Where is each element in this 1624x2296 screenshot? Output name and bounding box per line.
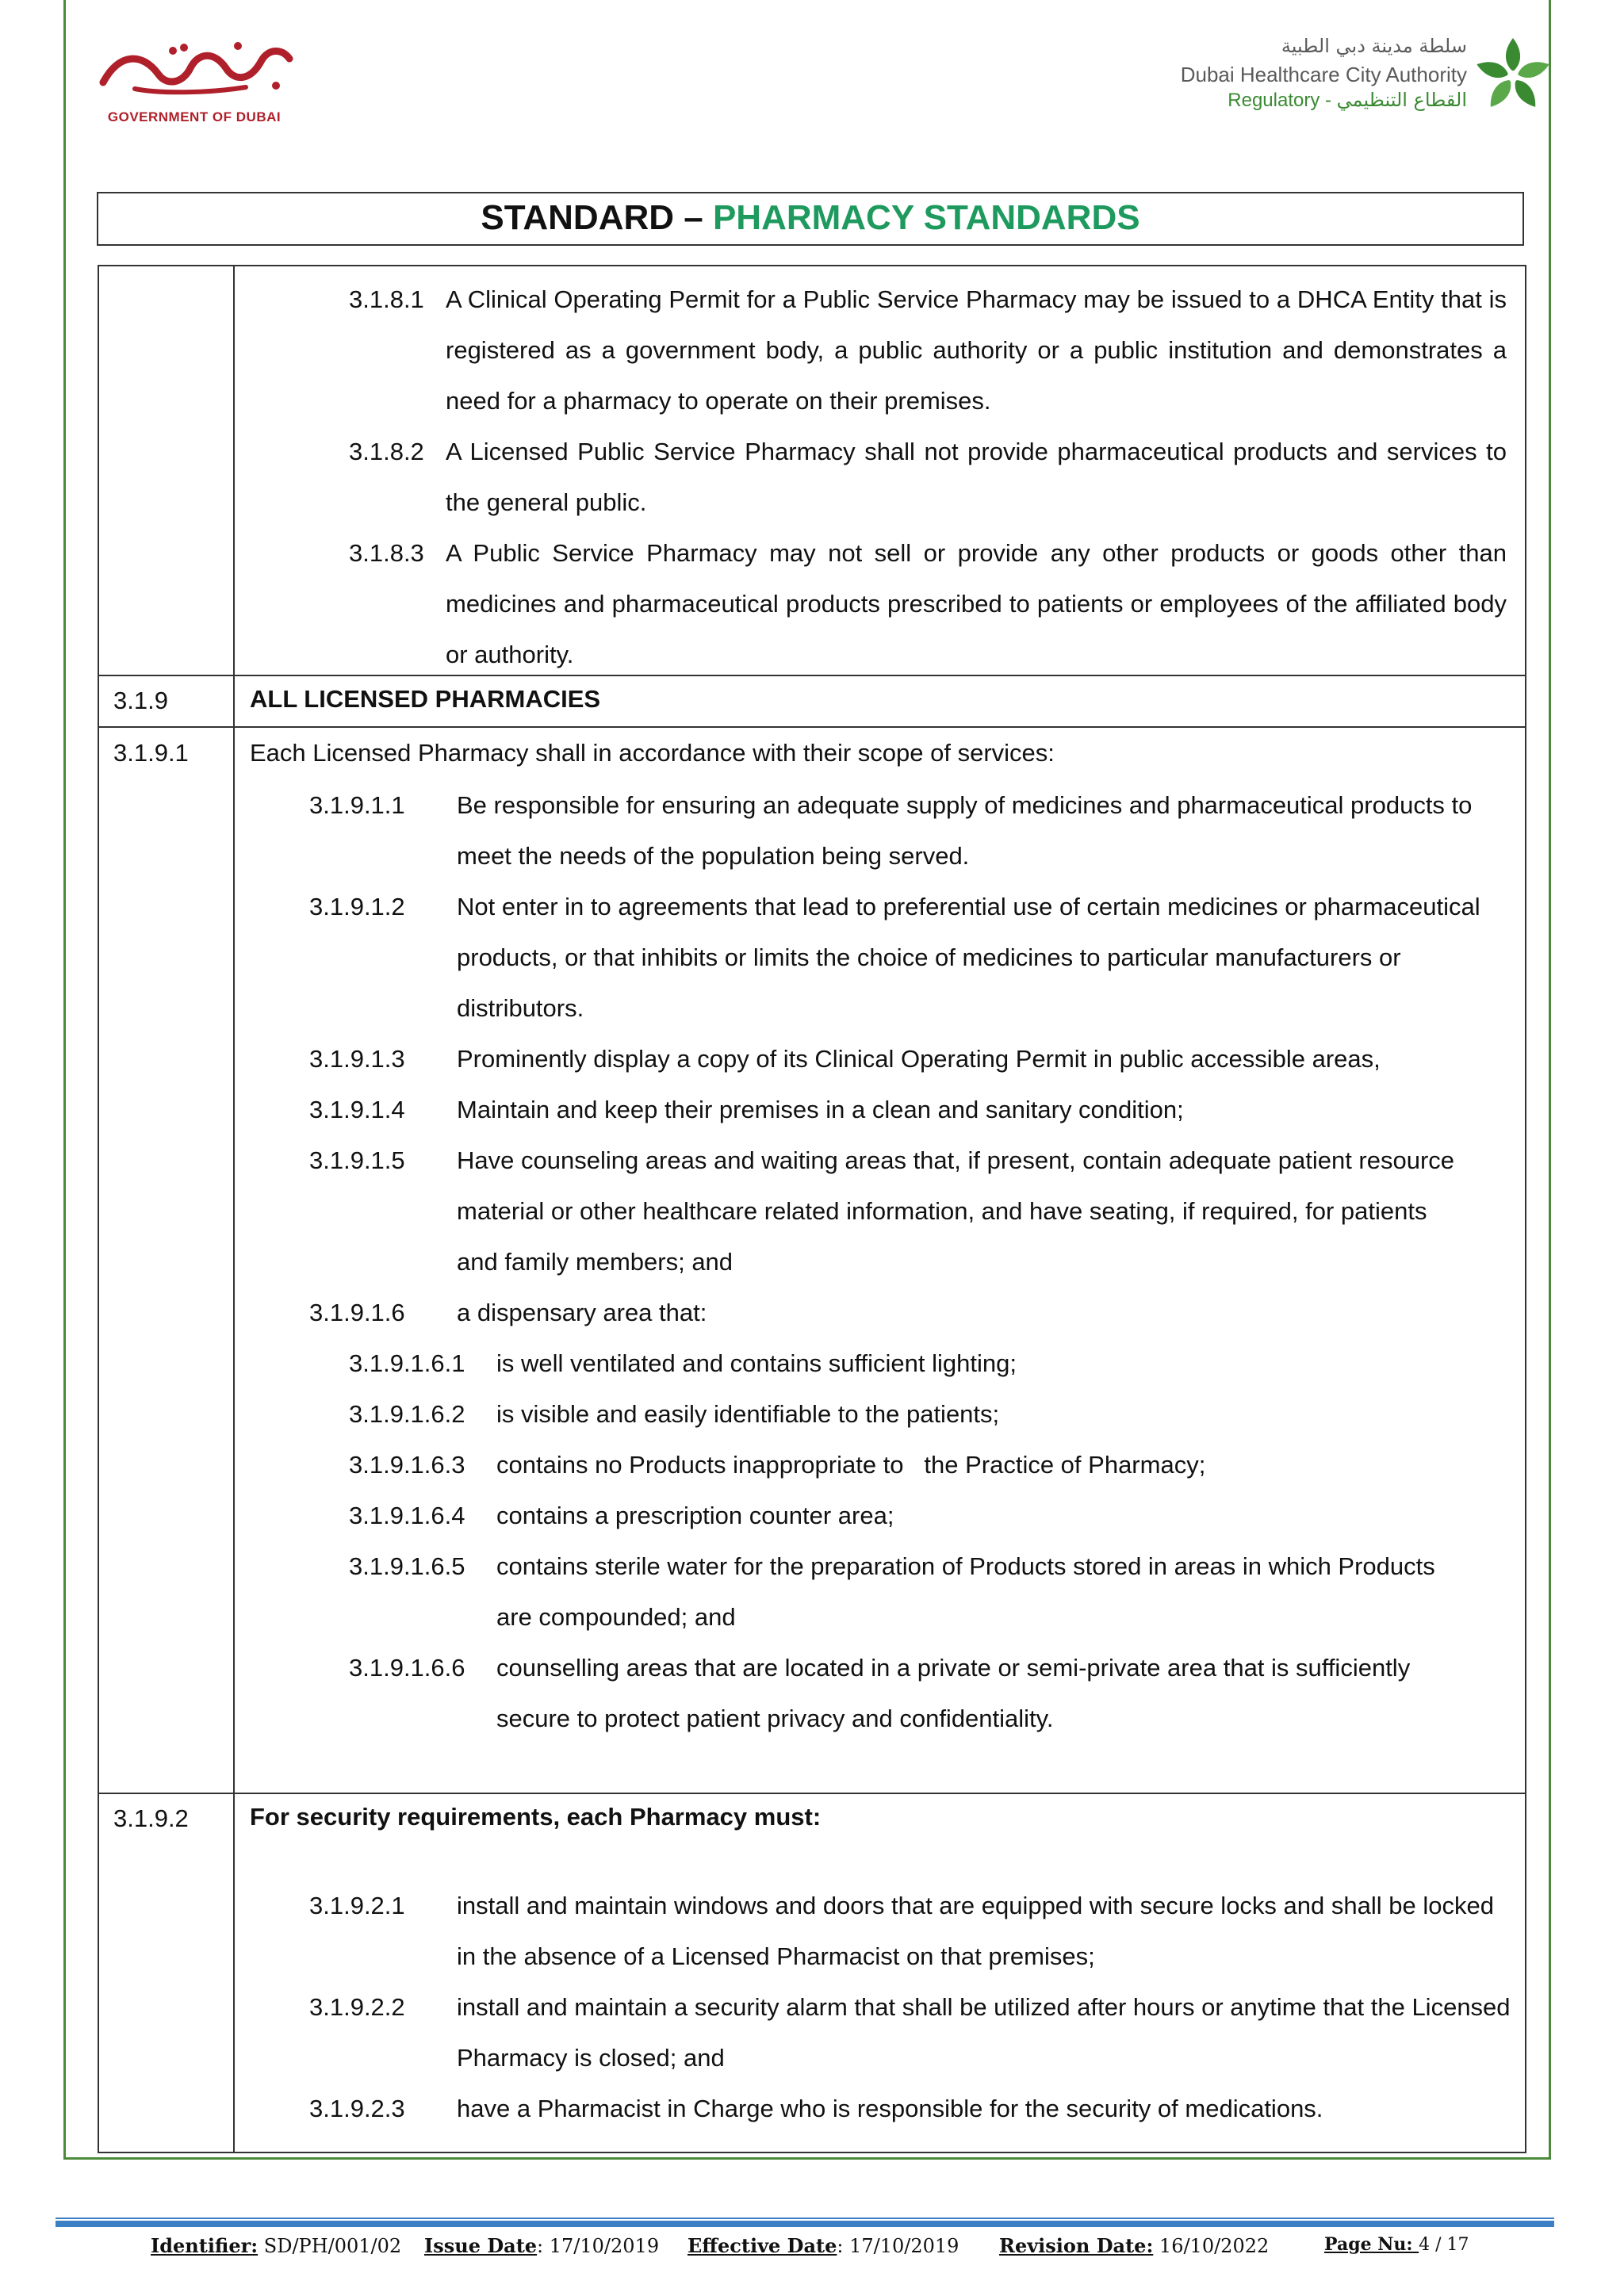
item-number: 3.1.9.2.2 xyxy=(309,1993,405,2021)
item-text: install and maintain a security alarm that shall be utilized after hours or anytime that the Licensed Pharmacy is closed; and xyxy=(457,1993,1511,2072)
section-intro: Each Licensed Pharmacy shall in accordance with their scope of services: xyxy=(250,739,1055,767)
footer-rule-thin xyxy=(56,2218,1554,2219)
table-column-divider xyxy=(233,266,235,2152)
table-row-divider xyxy=(99,1793,1525,1794)
document-footer xyxy=(151,2234,1499,2258)
dhcc-regulatory-line xyxy=(1181,87,1467,113)
section-number: 3.1.9.1 xyxy=(113,739,189,767)
item-text: Have counseling areas and waiting areas that, if present, contain adequate patient resource material or other healthcare related information, and have seating, if required, for patients and family members; and xyxy=(457,1146,1455,1276)
item-number: 3.1.9.1.4 xyxy=(309,1096,405,1123)
item-text: have a Pharmacist in Charge who is responsible for the security of medications. xyxy=(457,2095,1323,2122)
government-of-dubai-logo xyxy=(87,36,301,132)
footer-effective-date: Effective Date: 17/10/2019 xyxy=(688,2234,959,2257)
item-number: 3.1.9.2.1 xyxy=(309,1892,405,1919)
section-number: 3.1.9 xyxy=(113,687,168,714)
clause-number: 3.1.8.2 xyxy=(349,438,424,465)
item-number: 3.1.9.1.6.5 xyxy=(349,1552,465,1580)
clause-text: A Licensed Public Service Pharmacy shall not provide pharmaceutical products and services to the general public. xyxy=(446,438,1507,516)
clause-text: A Clinical Operating Permit for a Public Service Pharmacy may be issued to a DHCA Entity that is registered as a government body, a public authority or a public institution and demonstrates a need for a pharmacy to operate on their premises. xyxy=(446,285,1507,415)
item-number: 3.1.9.1.6.3 xyxy=(349,1451,465,1479)
dhcc-star-leaf-icon xyxy=(1472,35,1554,117)
item-number: 3.1.9.1.5 xyxy=(309,1146,405,1174)
item-text: is well ventilated and contains sufficient lighting; xyxy=(496,1349,1017,1377)
table-row-divider xyxy=(99,726,1525,728)
dhcc-english-name: Dubai Healthcare City Authority xyxy=(1180,63,1467,86)
item-text: a dispensary area that: xyxy=(457,1299,707,1326)
dhcc-regulatory-en: Regulatory - xyxy=(1228,90,1337,111)
item-text: Prominently display a copy of its Clinical Operating Permit in public accessible areas, xyxy=(457,1045,1381,1073)
footer-issue-date: Issue Date: 17/10/2019 xyxy=(424,2234,660,2257)
item-number: 3.1.9.1.6 xyxy=(309,1299,405,1326)
item-text: contains no Products inappropriate to the Practice of Pharmacy; xyxy=(496,1451,1206,1479)
footer-rule-thick xyxy=(56,2221,1554,2227)
dhcc-authority-logo xyxy=(1142,35,1554,130)
item-number: 3.1.9.2.3 xyxy=(309,2095,405,2122)
section-heading: ALL LICENSED PHARMACIES xyxy=(250,685,601,713)
dhcc-arabic-name: سلطة مدينة دبي الطبية xyxy=(1281,35,1467,57)
item-text: is visible and easily identifiable to the patients; xyxy=(496,1400,1000,1428)
item-text: contains a prescription counter area; xyxy=(496,1502,894,1529)
item-text: Maintain and keep their premises in a clean and sanitary condition; xyxy=(457,1096,1184,1123)
title-prefix: STANDARD – xyxy=(481,198,713,237)
item-number: 3.1.9.1.1 xyxy=(309,791,405,819)
item-number: 3.1.9.1.3 xyxy=(309,1045,405,1073)
footer-identifier: Identifier: SD/PH/001/02 xyxy=(151,2234,402,2257)
clause-text: A Public Service Pharmacy may not sell or provide any other products or goods other than medicines and pharmaceutical products prescribed to patients or employees of the affiliated body or authority. xyxy=(446,539,1507,668)
item-text: contains sterile water for the preparation of Products stored in areas in which Products are compounded; and xyxy=(496,1552,1435,1631)
item-text: Not enter in to agreements that lead to preferential use of certain medicines or pharmaceutical products, or that inhibits or limits the choice of medicines to particular manufacturers or distributors. xyxy=(457,893,1480,1022)
clause-number: 3.1.8.1 xyxy=(349,285,424,313)
item-number: 3.1.9.1.2 xyxy=(309,893,405,920)
dubai-government-arabic-logo-mark xyxy=(87,36,301,97)
section-number: 3.1.9.2 xyxy=(113,1804,189,1832)
section-heading: For security requirements, each Pharmacy must: xyxy=(250,1803,822,1831)
title-highlight: PHARMACY STANDARDS xyxy=(712,198,1140,237)
standards-table xyxy=(98,265,1526,2153)
item-number: 3.1.9.1.6.2 xyxy=(349,1400,465,1428)
item-text: counselling areas that are located in a private or semi-private area that is sufficiently secure to protect patient privacy and confidentiality. xyxy=(496,1654,1411,1732)
document-title xyxy=(97,192,1524,246)
item-number: 3.1.9.1.6.1 xyxy=(349,1349,465,1377)
government-of-dubai-caption: GOVERNMENT OF DUBAI xyxy=(107,109,282,124)
footer-page-number: Page Nu: 4 / 17 xyxy=(1324,2234,1469,2255)
clause-number: 3.1.8.3 xyxy=(349,539,424,567)
item-text: Be responsible for ensuring an adequate supply of medicines and pharmaceutical products to meet the needs of the population being served. xyxy=(457,791,1473,870)
dhcc-regulatory-ar: القطاع التنظيمي xyxy=(1336,89,1467,111)
footer-revision-date: Revision Date: 16/10/2022 xyxy=(999,2234,1270,2257)
item-text: install and maintain windows and doors that are equipped with secure locks and shall be locked in the absence of a Licensed Pharmacist on that premises; xyxy=(457,1892,1494,1970)
item-number: 3.1.9.1.6.4 xyxy=(349,1502,465,1529)
item-number: 3.1.9.1.6.6 xyxy=(349,1654,465,1682)
